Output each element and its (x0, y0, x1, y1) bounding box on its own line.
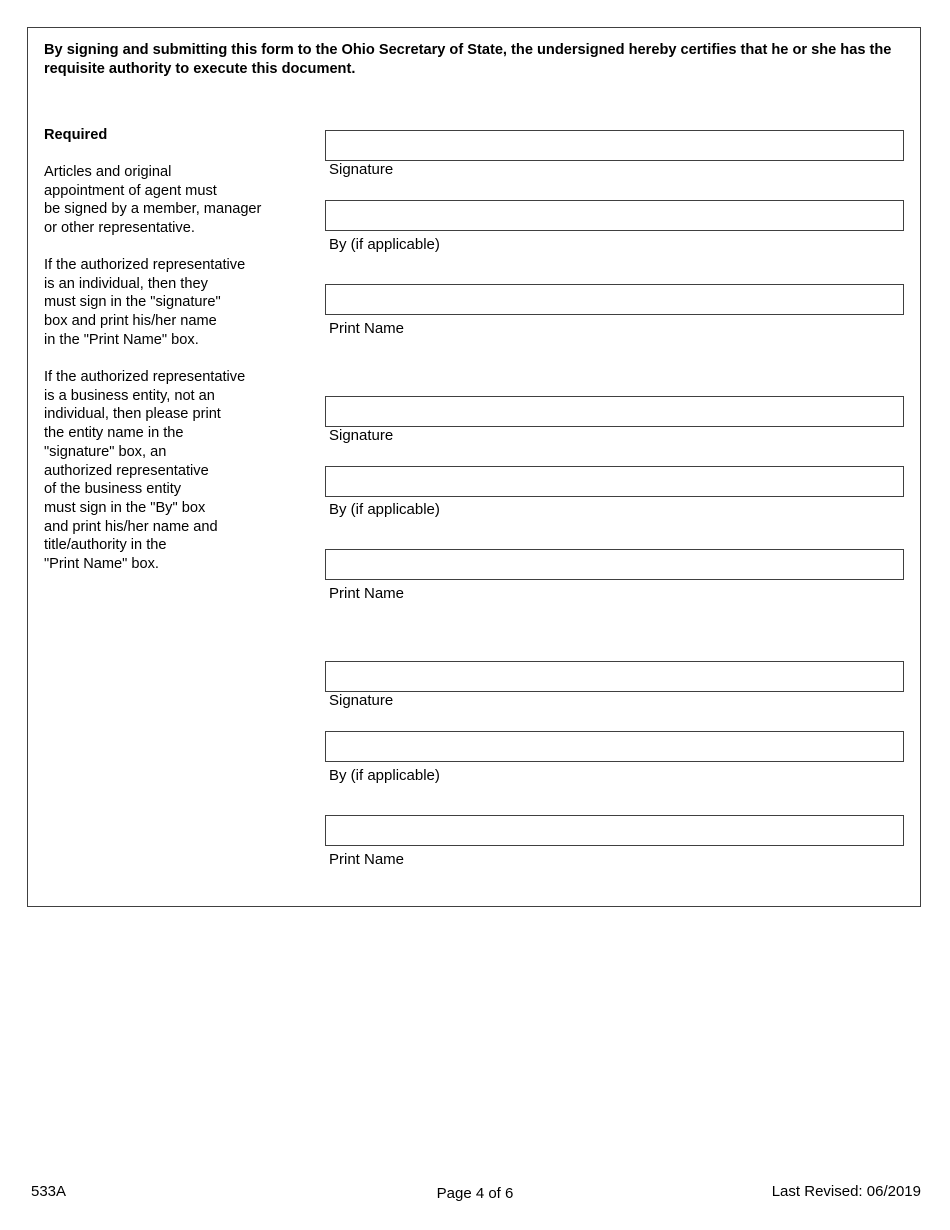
last-revised: Last Revised: 06/2019 (771, 1183, 921, 1200)
instruction-paragraph-individual: If the authorized representative is an individual, then they must sign in the "signature" box and print his/her name in the "Print Name" box. (44, 257, 246, 348)
by-field-1[interactable] (325, 200, 904, 231)
signature-field-3[interactable] (325, 661, 904, 692)
signature-field-2[interactable] (325, 396, 904, 427)
certification-statement: By signing and submitting this form to the Ohio Secretary of State, the undersigned hereby certifies that he or she has the requisite authority to execute this document. (44, 42, 892, 77)
print-name-field-2[interactable] (325, 549, 904, 580)
instruction-paragraph-members: Articles and original appointment of agent must be signed by a member, manager or other representative. (44, 164, 262, 237)
signature-field-1[interactable] (325, 130, 904, 161)
print-name-field-3[interactable] (325, 815, 904, 846)
signature-label-2: Signature (329, 427, 394, 444)
print-name-label-1: Print Name (329, 320, 405, 337)
instruction-paragraph-entity: If the authorized representative is a business entity, not an individual, then please print the entity name in the "signature" box, an authorized representative of the business entity must sign in the "By" box and print his/her name and title/authority in the "Print Name" box. (44, 369, 246, 573)
signature-label-3: Signature (329, 692, 394, 709)
print-name-field-1[interactable] (325, 284, 904, 315)
by-field-2[interactable] (325, 466, 904, 497)
form-number: 533A (31, 1183, 67, 1200)
page-number: Page 4 of 6 (436, 1185, 514, 1202)
by-field-3[interactable] (325, 731, 904, 762)
print-name-label-3: Print Name (329, 851, 405, 868)
by-label-2: By (if applicable) (329, 501, 440, 518)
by-label-1: By (if applicable) (329, 236, 440, 253)
required-heading: Required (44, 127, 108, 143)
by-label-3: By (if applicable) (329, 767, 440, 784)
signature-label-1: Signature (329, 161, 394, 178)
print-name-label-2: Print Name (329, 585, 405, 602)
